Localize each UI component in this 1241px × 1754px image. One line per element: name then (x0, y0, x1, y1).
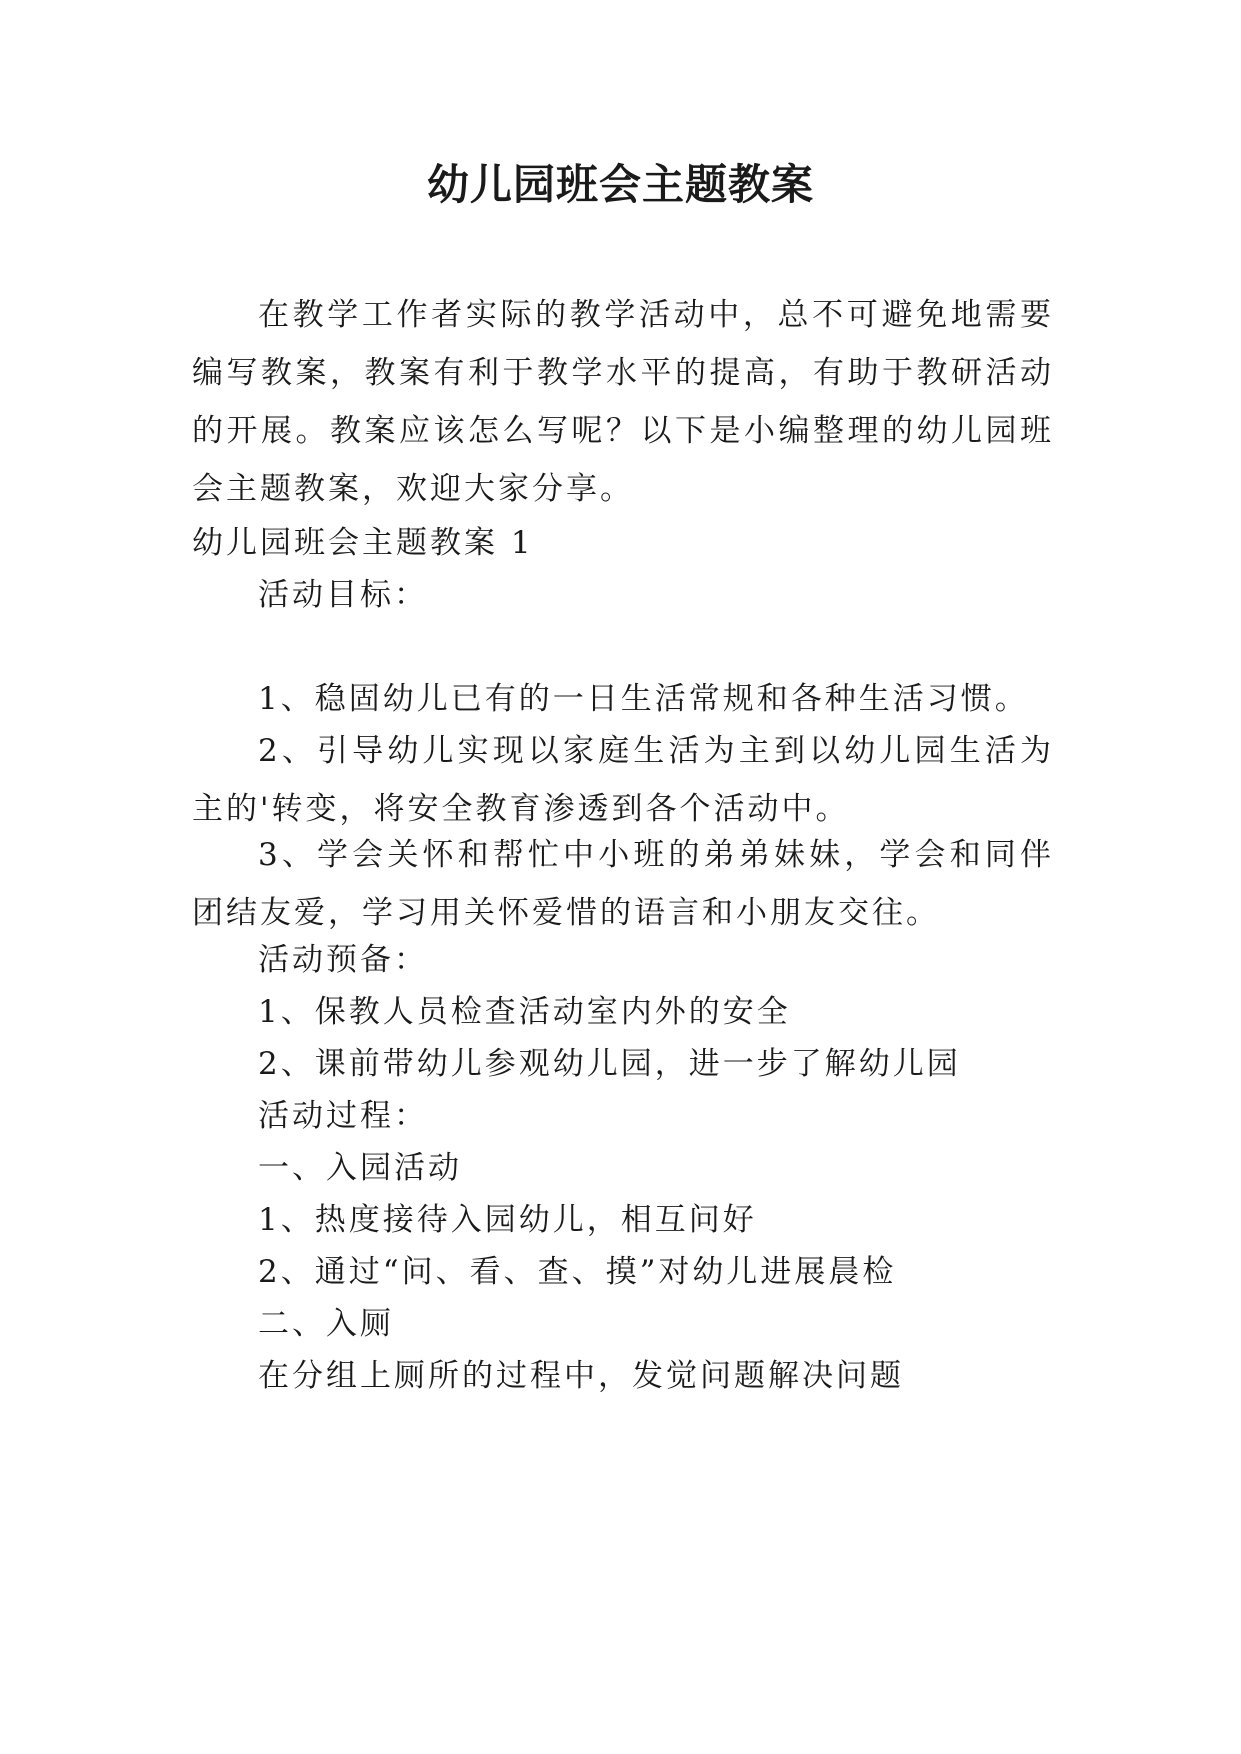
goal-item-2: 2、引导幼儿实现以家庭生活为主到以幼儿园生活为主的'转变，将安全教育渗透到各个活动中。 (192, 733, 1054, 827)
intro-paragraph: 在教学工作者实际的教学活动中，总不可避免地需要编写教案，教案有利于教学水平的提高，有助于教研活动的开展。教案应该怎么写呢？以下是小编整理的幼儿园班会主题教案，欢迎大家分享。 (192, 297, 1054, 507)
step-two-heading: 二、入厕 (258, 1306, 394, 1342)
process-label: 活动过程： (258, 1098, 428, 1134)
prep-item-1: 1、保教人员检查活动室内外的安全 (258, 994, 791, 1030)
goal-item-1: 1、稳固幼儿已有的一日生活常规和各种生活习惯。 (258, 681, 1029, 717)
step-one-item-1: 1、热度接待入园幼儿，相互问好 (258, 1202, 757, 1238)
document-title: 幼儿园班会主题教案 (426, 160, 814, 209)
prep-label: 活动预备： (258, 942, 428, 978)
goals-label: 活动目标： (258, 577, 428, 613)
prep-item-2: 2、课前带幼儿参观幼儿园，进一步了解幼儿园 (258, 1046, 961, 1082)
step-one-item-2: 2、通过“问、看、查、摸”对幼儿进展晨检 (258, 1254, 897, 1290)
section-heading: 幼儿园班会主题教案 1 (192, 525, 534, 561)
step-one-heading: 一、入园活动 (258, 1150, 462, 1186)
step-two-text: 在分组上厕所的过程中，发觉问题解决问题 (258, 1358, 904, 1394)
goal-item-3: 3、学会关怀和帮忙中小班的弟弟妹妹，学会和同伴团结友爱，学习用关怀爱惜的语言和小朋友交往。 (192, 837, 1054, 931)
